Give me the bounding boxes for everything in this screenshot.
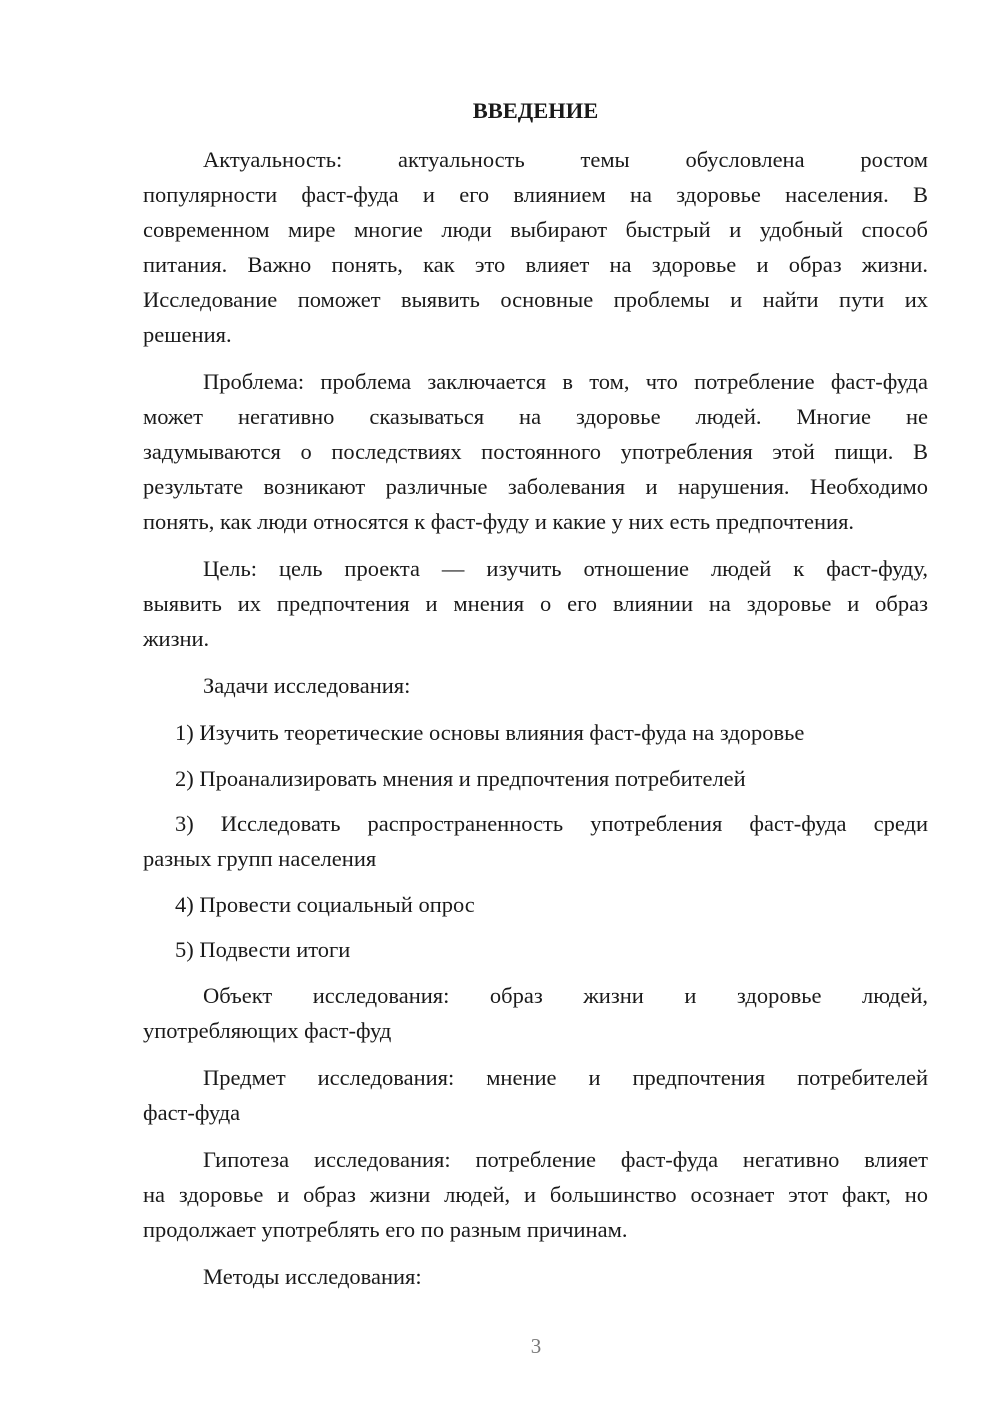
text-line: Предмет исследования: мнение и предпочтения потребителей xyxy=(203,1064,928,1090)
paragraph xyxy=(143,364,928,539)
task-item xyxy=(143,761,928,796)
paragraph xyxy=(143,668,928,703)
task-item xyxy=(143,715,928,750)
text-line: выявить их предпочтения и мнения о его влиянии на здоровье и образ xyxy=(143,591,928,616)
text-line: 5) Подвести итоги xyxy=(175,937,351,962)
text-line: 1) Изучить теоретические основы влияния фаст-фуда на здоровье xyxy=(175,720,805,745)
text-line: Гипотеза исследования: потребление фаст-фуда негативно влияет xyxy=(203,1146,928,1172)
text-line: употребляющих фаст-фуд xyxy=(143,1017,392,1043)
intro-paragraphs xyxy=(143,142,928,703)
tasks-list xyxy=(143,715,928,967)
paragraph xyxy=(143,1060,928,1130)
text-line: продолжает употреблять его по разным причинам. xyxy=(143,1216,628,1242)
text-line: жизни. xyxy=(143,626,210,651)
text-line: понять, как люди относятся к фаст-фуду и какие у них есть предпочтения. xyxy=(143,509,855,534)
task-item xyxy=(143,932,928,967)
text-line: Актуальность: актуальность темы обусловлена ростом xyxy=(203,147,928,172)
text-line: современном мире многие люди выбирают быстрый и удобный способ xyxy=(143,217,928,242)
text-line: Исследование поможет выявить основные проблемы и найти пути их xyxy=(143,287,928,312)
text-line: Проблема: проблема заключается в том, что потребление фаст-фуда xyxy=(203,369,928,394)
text-line: популярности фаст-фуда и его влиянием на здоровье населения. В xyxy=(143,182,928,207)
text-line: Методы исследования: xyxy=(203,1263,422,1289)
paragraph xyxy=(143,978,928,1048)
section-title: ВВЕДЕНИЕ xyxy=(472,98,599,123)
paragraph xyxy=(143,1142,928,1247)
text-line: 2) Проанализировать мнения и предпочтения потребителей xyxy=(175,765,746,791)
page-number: 3 xyxy=(530,1334,542,1358)
text-line: на здоровье и образ жизни людей, и большинство осознает этот факт, но xyxy=(143,1181,928,1207)
paragraph xyxy=(143,142,928,352)
text-line: 3) Исследовать распространенность употребления фаст-фуда среди xyxy=(175,811,928,836)
paragraph xyxy=(143,1259,928,1294)
text-line: задумываются о последствиях постоянного употребления этой пищи. В xyxy=(143,439,928,464)
text-line: питания. Важно понять, как это влияет на здоровье и образ жизни. xyxy=(143,252,928,277)
text-line: результате возникают различные заболевания и нарушения. Необходимо xyxy=(143,474,928,499)
research-definitions xyxy=(143,978,928,1294)
text-line: Задачи исследования: xyxy=(203,673,411,698)
text-line: разных групп населения xyxy=(143,846,377,871)
text-line: 4) Провести социальный опрос xyxy=(175,891,475,917)
text-line: Объект исследования: образ жизни и здоровье людей, xyxy=(203,982,928,1008)
page-content xyxy=(143,93,928,1306)
text-line: решения. xyxy=(143,322,232,347)
text-line: может негативно сказываться на здоровье людей. Многие не xyxy=(143,404,928,429)
paragraph xyxy=(143,551,928,656)
task-item xyxy=(143,887,928,922)
task-item xyxy=(143,806,928,876)
text-line: фаст-фуда xyxy=(143,1099,241,1125)
text-line: Цель: цель проекта — изучить отношение людей к фаст-фуду, xyxy=(203,556,928,581)
